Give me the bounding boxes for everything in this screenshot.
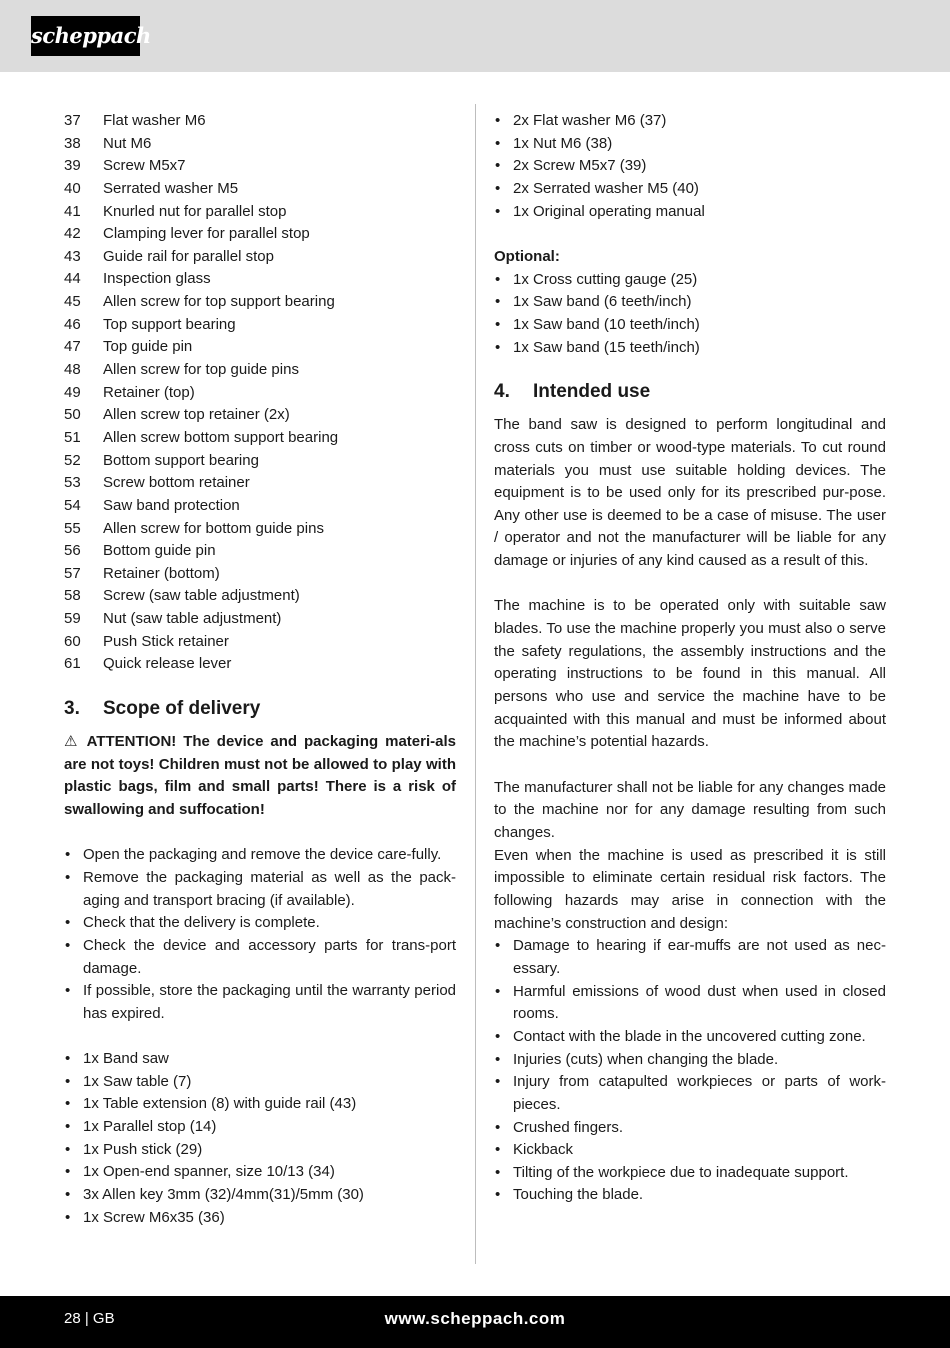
parts-list-item: 38 Nut M6 bbox=[64, 134, 152, 152]
paragraph: The band saw is designed to perform longitudinal and cross cuts on timber or wood-type materials. To cut round materials you must use suitable holding devices. The equipment is to be used only for its prescribed pur-pose. Any other use is deemed to be a case of misuse. The user / operator and not the manufacturer will be liable for any damage or injuries of any kind caused as a result of this. bbox=[494, 416, 886, 570]
parts-list-item: 43 Guide rail for parallel stop bbox=[64, 247, 274, 265]
parts-list bbox=[64, 110, 456, 676]
parts-list-item: 59 Nut (saw table adjustment) bbox=[64, 610, 282, 628]
delivery-contents bbox=[64, 1048, 456, 1229]
list-item: • 1x Nut M6 (38) bbox=[494, 133, 886, 156]
list-item: • Kickback bbox=[494, 1139, 886, 1162]
parts-list-item: 40 Serrated washer M5 bbox=[64, 179, 239, 197]
list-item: • 1x Saw table (7) bbox=[64, 1071, 456, 1094]
list-item: • Tilting of the workpiece due to inadequate support. bbox=[494, 1162, 886, 1185]
column-divider bbox=[475, 104, 476, 1264]
list-item: • 1x Saw band (6 teeth/inch) bbox=[494, 291, 886, 314]
unpacking-steps bbox=[64, 844, 456, 1025]
list-item: • Injuries (cuts) when changing the blade. bbox=[494, 1049, 886, 1072]
parts-list-item: 54 Saw band protection bbox=[64, 496, 240, 514]
website-link[interactable]: www.scheppach.com bbox=[384, 1309, 566, 1328]
parts-list-item: 58 Screw (saw table adjustment) bbox=[64, 587, 300, 605]
parts-list-item: 60 Push Stick retainer bbox=[64, 632, 229, 650]
list-item: • 1x Saw band (10 teeth/inch) bbox=[494, 314, 886, 337]
parts-list-item: 61 Quick release lever bbox=[64, 655, 232, 673]
parts-list-item: 50 Allen screw top retainer (2x) bbox=[64, 406, 290, 424]
parts-list-item: 47 Top guide pin bbox=[64, 338, 193, 356]
list-item: • 1x Table extension (8) with guide rail (43) bbox=[64, 1093, 456, 1116]
page-footer bbox=[0, 1296, 950, 1348]
list-item: • Damage to hearing if ear-muffs are not used as nec-essary. bbox=[494, 935, 886, 980]
list-item: • 1x Screw M6x35 (36) bbox=[64, 1207, 456, 1230]
list-item: • Remove the packaging material as well as the pack-aging and transport bracing (if available). bbox=[64, 867, 456, 912]
parts-list-item: 48 Allen screw for top guide pins bbox=[64, 361, 299, 379]
paragraph: Even when the machine is used as prescribed it is still impossible to eliminate certain residual risk factors. The following hazards may arise in connection with the machine’s construction and design: bbox=[494, 846, 886, 932]
left-column bbox=[64, 110, 456, 1229]
parts-list-item: 37 Flat washer M6 bbox=[64, 112, 206, 129]
list-item: • Open the packaging and remove the device care-fully. bbox=[64, 844, 456, 867]
section-title-scope: 3. Scope of delivery bbox=[64, 698, 261, 720]
list-item: • Crushed fingers. bbox=[494, 1117, 886, 1140]
list-item: • Check the device and accessory parts for trans-port damage. bbox=[64, 935, 456, 980]
parts-list-item: 46 Top support bearing bbox=[64, 315, 236, 333]
parts-list-item: 45 Allen screw for top support bearing bbox=[64, 293, 335, 311]
parts-list-item: 41 Knurled nut for parallel stop bbox=[64, 202, 287, 220]
parts-list-item: 55 Allen screw for bottom guide pins bbox=[64, 519, 324, 537]
attention-warning: ⚠ ATTENTION! The device and packaging materi-als are not toys! Children must not be allowed to play with plastic bags, film and small parts! There is a risk of swallowing and suffocation! bbox=[64, 733, 456, 818]
list-item: • 3x Allen key 3mm (32)/4mm(31)/5mm (30) bbox=[64, 1184, 456, 1207]
page-header bbox=[0, 0, 950, 72]
parts-list-item: 42 Clamping lever for parallel stop bbox=[64, 225, 310, 243]
list-item: • 1x Open-end spanner, size 10/13 (34) bbox=[64, 1161, 456, 1184]
delivery-contents-continued bbox=[494, 110, 886, 223]
parts-list-item: 56 Bottom guide pin bbox=[64, 542, 216, 560]
list-item: • 1x Push stick (29) bbox=[64, 1139, 456, 1162]
parts-list-item: 52 Bottom support bearing bbox=[64, 451, 259, 469]
hazards-list bbox=[494, 935, 886, 1207]
list-item: • 1x Saw band (15 teeth/inch) bbox=[494, 337, 886, 360]
paragraph: The manufacturer shall not be liable for any changes made to the machine nor for any damage resulting from such changes. bbox=[494, 778, 886, 841]
list-item: • 2x Serrated washer M5 (40) bbox=[494, 178, 886, 201]
section-title-intended-use: 4. Intended use bbox=[494, 381, 651, 403]
brand-logo: scheppach bbox=[31, 16, 140, 56]
list-item: • Touching the blade. bbox=[494, 1184, 886, 1207]
parts-list-item: 53 Screw bottom retainer bbox=[64, 474, 250, 492]
list-item: • If possible, store the packaging until the warranty period has expired. bbox=[64, 980, 456, 1025]
parts-list-item: 57 Retainer (bottom) bbox=[64, 564, 220, 582]
list-item: • 1x Parallel stop (14) bbox=[64, 1116, 456, 1139]
parts-list-item: 44 Inspection glass bbox=[64, 270, 211, 288]
list-item: • 1x Band saw bbox=[64, 1048, 456, 1071]
optional-label: Optional: bbox=[494, 247, 560, 265]
parts-list-item: 39 Screw M5x7 bbox=[64, 157, 186, 175]
page-number: 28 | GB bbox=[64, 1310, 115, 1327]
parts-list-item: 51 Allen screw bottom support bearing bbox=[64, 428, 339, 446]
list-item: • Check that the delivery is complete. bbox=[64, 912, 456, 935]
list-item: • 1x Cross cutting gauge (25) bbox=[494, 269, 886, 292]
list-item: • 2x Screw M5x7 (39) bbox=[494, 155, 886, 178]
paragraph: The machine is to be operated only with suitable saw blades. To use the machine properly you must also o serve the safety regulations, the assembly instructions and the operating instructions to be found in this manual. All persons who use and service the machine have to be acquainted with this manual and must be informed about the machine’s potential hazards. bbox=[494, 597, 886, 751]
optional-accessories bbox=[494, 269, 886, 360]
list-item: • Harmful emissions of wood dust when used in closed rooms. bbox=[494, 981, 886, 1026]
list-item: • Contact with the blade in the uncovered cutting zone. bbox=[494, 1026, 886, 1049]
parts-list-item: 49 Retainer (top) bbox=[64, 383, 195, 401]
list-item: • Injury from catapulted workpieces or parts of work-pieces. bbox=[494, 1071, 886, 1116]
list-item: • 1x Original operating manual bbox=[494, 201, 886, 224]
right-column bbox=[494, 110, 886, 1207]
list-item: • 2x Flat washer M6 (37) bbox=[494, 110, 886, 133]
